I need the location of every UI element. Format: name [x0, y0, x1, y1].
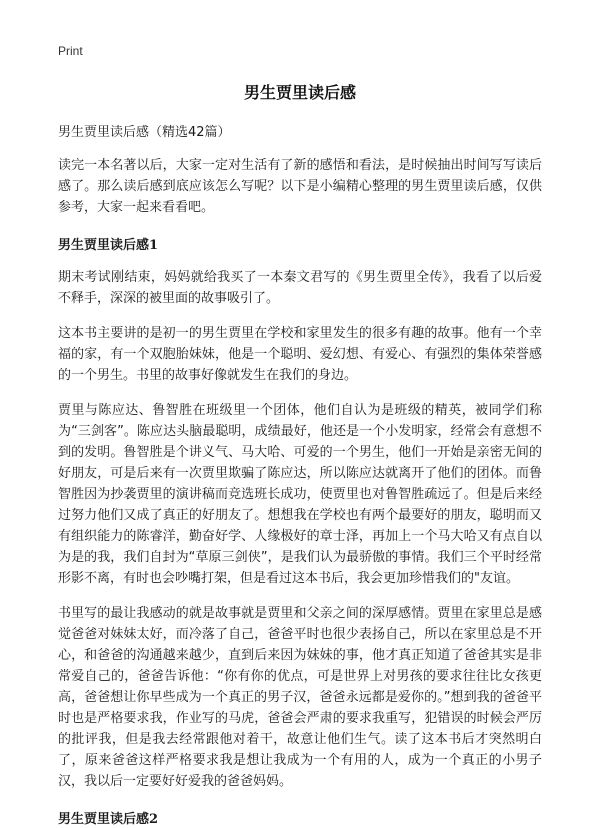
intro-paragraph: 读完一本名著以后，大家一定对生活有了新的感悟和看法，是时候抽出时间写写读后感了。那么读后感到底应该怎么写呢？以下是小编精心整理的男生贾里读后感，仅供参考，大家一起来看看吧。 [58, 158, 542, 215]
section1-paragraph-4: 书里写的最让我感动的就是故事就是贾里和父亲之间的深厚感情。贾里在家里总是感觉爸爸对妹妹太好，而冷落了自己，爸爸平时也很少表扬自己，所以在家里总是不开心，和爸爸的沟通越来越少，直到后来因为妹妹的事，他才真正知道了爸爸其实是非常爱自己的，爸爸告诉他：“你有你的优点，可是世界上对男孩的要求往往比女孩更高，爸爸想让你早些成为一个真正的男子汉，爸爸永远都是爱你的。”想到我的爸爸平时也是严格要求我，作业写的马虎，爸爸会严肃的要求我重写，犯错误的时候会严厉的批评我，但是我去经常跟他对着干，故意让他们生气。读了这本书后才突然明白了，原来爸爸这样严格要求我是想让我成为一个有用的人，成为一个真正的小男子汉，我以后一定要好好爱我的爸爸妈妈。 [58, 606, 542, 789]
section1-paragraph-1: 期末考试刚结束，妈妈就给我买了一本秦文君写的《男生贾里全传》，我看了以后爱不释手，深深的被里面的故事吸引了。 [58, 270, 542, 306]
print-label[interactable]: Print [58, 44, 83, 58]
section1-paragraph-2: 这本书主要讲的是初一的男生贾里在学校和家里发生的很多有趣的故事。他有一个幸福的家，有一个双胞胎妹妹，他是一个聪明、爱幻想、有爱心、有强烈的集体荣誉感的一个男生。书里的故事好像就发生在我们的身边。 [58, 326, 542, 383]
section-heading-1: 男生贾里读后感1 [58, 238, 159, 253]
section1-paragraph-3: 贾里与陈应达、鲁智胜在班级里一个团体，他们自认为是班级的精英，被同学们称为“三剑客”。陈应达头脑最聪明，成绩最好，他还是一个小发明家，经常会有意想不到的发明。鲁智胜是个讲义气、马大哈、可爱的一个男生，他们一开始是亲密无间的好朋友，可是后来有一次贾里欺骗了陈应达，所以陈应达就离开了他们的团体。而鲁智胜因为抄袭贾里的演讲稿而竞选班长成功，使贾里也对鲁智胜疏远了。但是后来经过努力他们又成了真正的好朋友了。想想我在学校也有两个最要好的朋友，聪明而又有组织能力的陈睿洋，勤奋好学、人缘极好的章士泽，再加上一个马大哈又有点自以为是的我，我们自封为“草原三剑侠”，是我们认为最骄傲的事情。我们三个平时经常形影不离，有时也会吵嘴打架，但是看过这本书后，我会更加珍惜我们的"友谊。 [58, 403, 542, 586]
subtitle: 男生贾里读后感（精选42篇） [58, 125, 231, 140]
page-title: 男生贾里读后感 [243, 83, 356, 102]
section-heading-2: 男生贾里读后感2 [58, 812, 159, 827]
